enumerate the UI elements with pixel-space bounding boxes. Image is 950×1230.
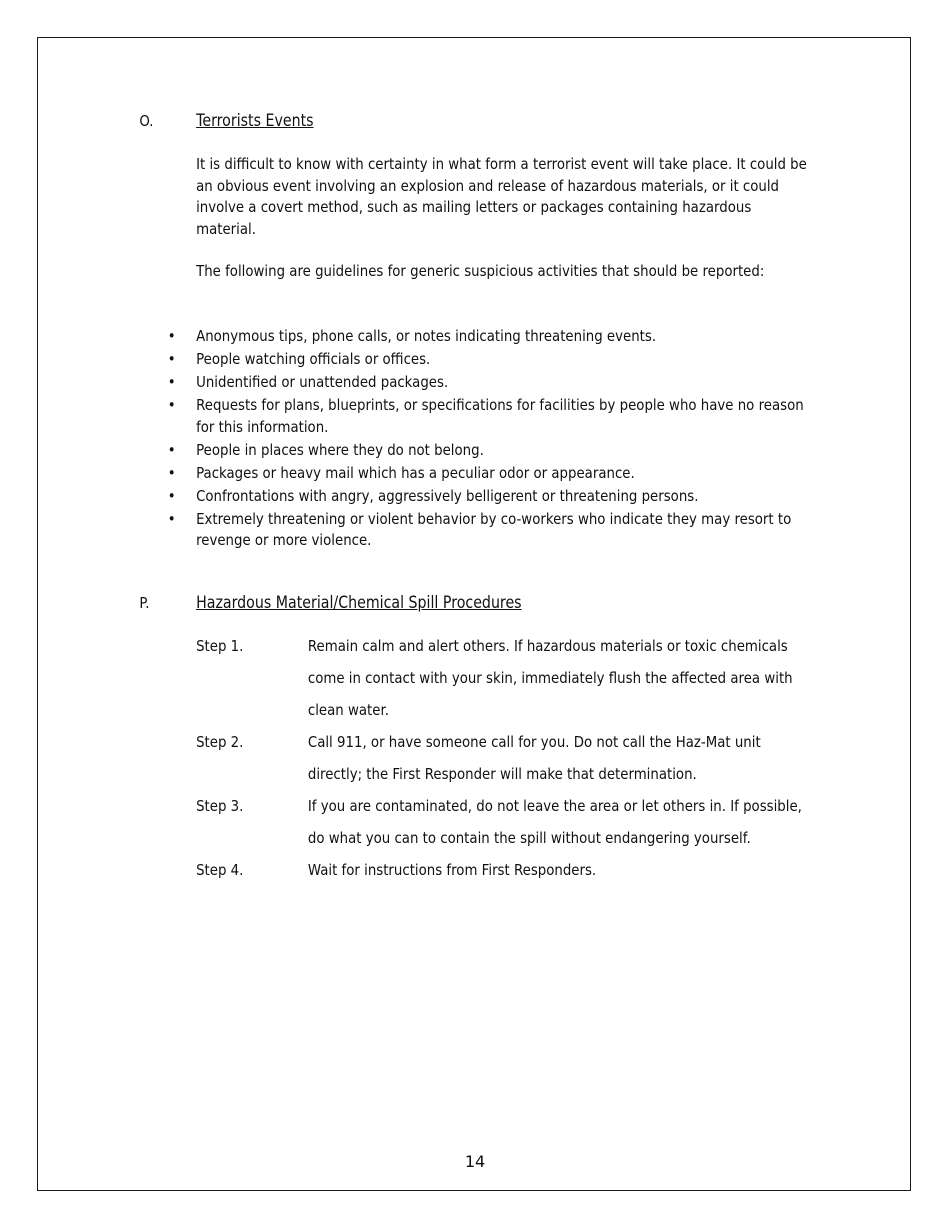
list-item: • Packages or heavy mail which has a peculiar odor or appearance. [196, 463, 815, 485]
list-item: • People in places where they do not belong. [196, 440, 815, 462]
section-p-title: Hazardous Material/Chemical Spill Procedures [196, 593, 522, 612]
list-item: • Unidentified or unattended packages. [196, 372, 815, 394]
step-text: Call 911, or have someone call for you. Do not call the Haz-Mat unit directly; the First Responder will make that determination. [307, 733, 761, 783]
step-label: Step 4. [196, 861, 244, 879]
section-o-title: Terrorists Events [196, 111, 314, 130]
section-o-letter: O. [139, 112, 154, 130]
section-p-letter: P. [139, 594, 150, 612]
list-item: • Confrontations with angry, aggressively belligerent or threatening persons. [196, 486, 815, 508]
step-text: Remain calm and alert others. If hazardous materials or toxic chemicals come in contact with your skin, immediately flush the affected area with clean water. [307, 637, 793, 719]
step-text: Wait for instructions from First Responders. [307, 861, 597, 879]
step-label: Step 1. [196, 637, 244, 655]
list-item: • Anonymous tips, phone calls, or notes indicating threatening events. [196, 326, 815, 348]
list-item: • Extremely threatening or violent behavior by co-workers who indicate they may resort to revenge or more violence. [196, 509, 815, 552]
list-item: • People watching officials or offices. [196, 349, 815, 371]
section-o-paragraph-1: It is difficult to know with certainty in what form a terrorist event will take place. It could be an obvious event involving an explosion and release of hazardous materials, or it could involve a covert method, such as mailing letters or packages containing hazardous material. [196, 155, 807, 238]
section-o-paragraph-2: The following are guidelines for generic suspicious activities that should be reported: [196, 262, 765, 280]
procedure-step [196, 630, 815, 726]
procedure-step [196, 726, 815, 790]
step-text: If you are contaminated, do not leave the area or let others in. If possible, do what you can to contain the spill without endangering yourself. [307, 797, 802, 847]
procedure-step [196, 854, 815, 886]
procedure-step [196, 790, 815, 854]
page-number: 14 [464, 1152, 486, 1171]
suspicious-activities-list [196, 326, 815, 553]
step-label: Step 2. [196, 733, 244, 751]
list-item: • Requests for plans, blueprints, or specifications for facilities by people who have no reason for this information. [196, 395, 815, 438]
spill-procedure-steps [196, 630, 815, 886]
step-label: Step 3. [196, 797, 244, 815]
